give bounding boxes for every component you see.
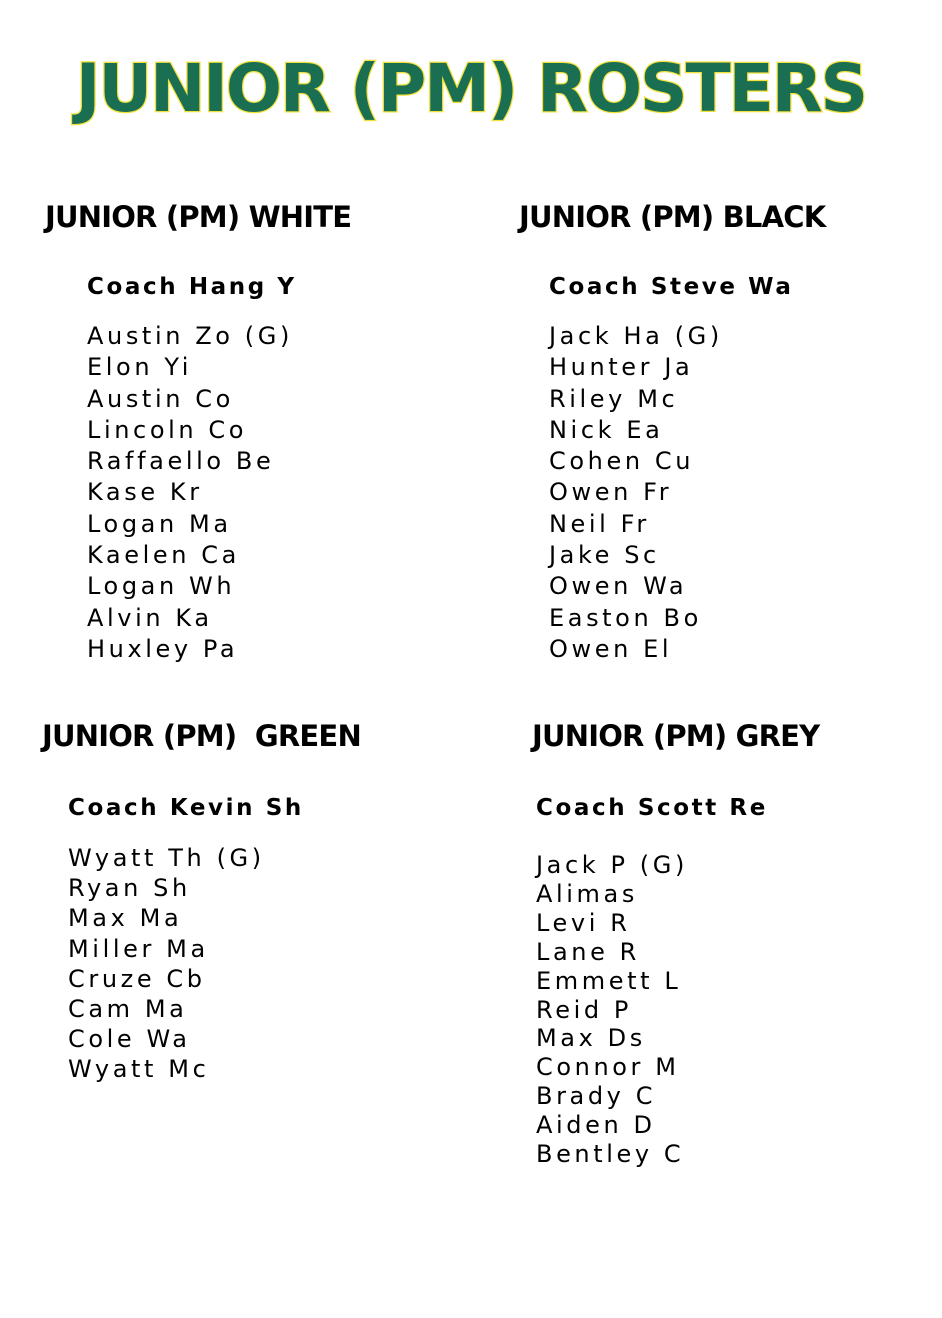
team-grey-heading: JUNIOR (PM) GREY xyxy=(532,719,820,753)
team-green-roster xyxy=(68,843,265,1085)
player-name: Emmett L xyxy=(536,966,682,995)
team-black-roster xyxy=(549,321,723,665)
player-name: Ryan Sh xyxy=(68,874,191,903)
team-black-coach: Coach Steve Wa xyxy=(549,274,794,300)
player-name: Elon Yi xyxy=(87,353,193,382)
player-name: Jack Ha (G) xyxy=(549,322,723,350)
player-name: Brady C xyxy=(536,1082,657,1111)
player-name: Austin Co xyxy=(87,384,234,413)
player-name: Owen El xyxy=(549,634,673,663)
player-name: Bentley C xyxy=(536,1140,685,1169)
player-name: Owen Fr xyxy=(549,478,673,507)
player-name: Cole Wa xyxy=(68,1025,191,1054)
player-name: Cam Ma xyxy=(68,995,188,1024)
player-name: Neil Fr xyxy=(549,509,650,538)
player-name: Austin Zo (G) xyxy=(87,322,293,350)
team-green-coach: Coach Kevin Sh xyxy=(68,795,304,821)
player-name: Alimas xyxy=(536,879,638,908)
player-name: Kase Kr xyxy=(87,478,203,507)
team-white-heading: JUNIOR (PM) WHITE xyxy=(45,200,352,234)
player-name: Logan Wh xyxy=(87,572,236,601)
player-name: Easton Bo xyxy=(549,603,702,632)
player-name: Jake Sc xyxy=(549,541,660,570)
player-name: Lane R xyxy=(536,937,640,966)
player-name: Miller Ma xyxy=(68,934,209,963)
player-name: Logan Ma xyxy=(87,509,232,538)
player-name: Max Ma xyxy=(68,904,183,933)
team-white-coach: Coach Hang Y xyxy=(87,274,297,300)
player-name: Wyatt Mc xyxy=(68,1055,210,1084)
player-name: Levi R xyxy=(536,908,631,937)
player-name: Nick Ea xyxy=(549,415,664,444)
player-name: Wyatt Th (G) xyxy=(68,844,265,872)
player-name: Raffaello Be xyxy=(87,447,275,476)
player-name: Cohen Cu xyxy=(549,447,695,476)
player-name: Aiden D xyxy=(536,1111,656,1140)
team-green-heading: JUNIOR (PM) GREEN xyxy=(42,719,361,753)
team-grey-roster xyxy=(536,851,688,1169)
player-name: Connor M xyxy=(536,1053,680,1082)
team-grey-coach: Coach Scott Re xyxy=(536,795,768,821)
player-name: Owen Wa xyxy=(549,572,688,601)
team-white-roster xyxy=(87,321,293,665)
page-title: JUNIOR (PM) ROSTERS xyxy=(75,50,867,127)
player-name: Max Ds xyxy=(536,1024,646,1053)
player-name: Huxley Pa xyxy=(87,634,239,663)
player-name: Reid P xyxy=(536,995,632,1024)
player-name: Jack P (G) xyxy=(536,851,688,879)
player-name: Hunter Ja xyxy=(549,353,694,382)
team-black-heading: JUNIOR (PM) BLACK xyxy=(519,200,826,234)
player-name: Cruze Cb xyxy=(68,964,206,993)
player-name: Kaelen Ca xyxy=(87,541,240,570)
player-name: Alvin Ka xyxy=(87,603,213,632)
player-name: Lincoln Co xyxy=(87,415,248,444)
player-name: Riley Mc xyxy=(549,384,679,413)
